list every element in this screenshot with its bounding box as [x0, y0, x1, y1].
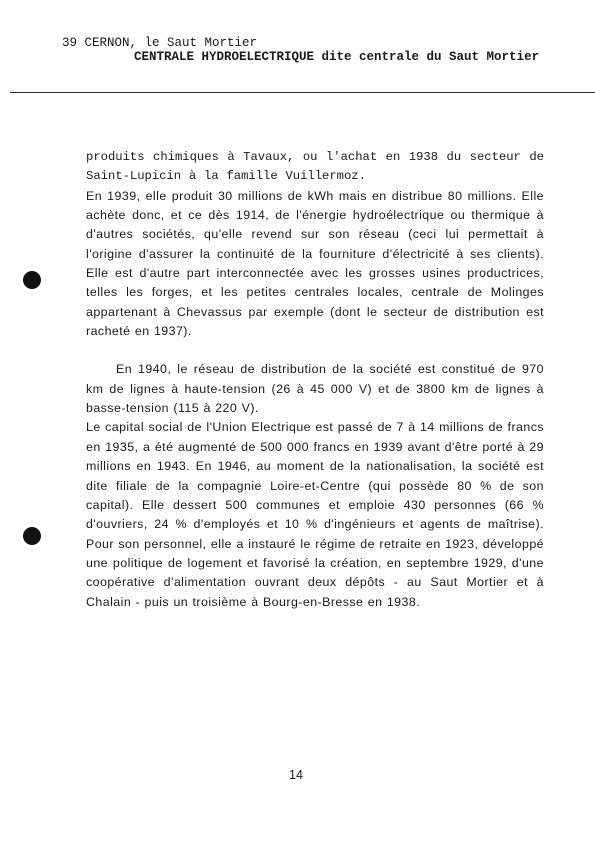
punch-hole-icon — [23, 271, 41, 289]
paragraph-production: En 1939, elle produit 30 millions de kWh mais en distribue 80 millions. Elle achète donc, et ce dès 1914, de l'énergie hydroélectrique ou thermique à d'autres sociétés, qu'elle revend sur son réseau (ceci lui permettait à l'origine d'assurer la continuité de la fourniture d'électricité à ses clients). Elle est d'autre part interconnectée avec les grosses usines productrices, telles les forges, et les petites centrales locales, centrale de Molinges appartenant à Chevassus par exemple (dont le secteur de distribution est racheté en 1937). — [86, 188, 544, 339]
paragraph-capital: Le capital social de l'Union Electrique est passé de 7 à 14 millions de francs en 1935, a été augmenté de 500 000 francs en 1939 avant d'être porté à 29 millions en 1943. En 1946, au moment de la nationalisation, la société est dite filiale de la compagnie Loire-et-Centre (qui possède 80 % de son capital). Elle dessert 500 communes et emploie 430 personnes (66 % d'ouvriers, 24 % d'employés et 10 % d'ingénieurs et agents de maîtrise). Pour son personnel, elle a instauré le régime de retraite en 1923, développé une politique de logement et favorisé la création, en septembre 1929, d'une coopérative d'alimentation ouvrant deux dépôts - au Saut Mortier et à Chalain - puis un troisième à Bourg-en-Bresse en 1938. — [86, 420, 544, 609]
header-divider — [10, 92, 595, 93]
body-text — [86, 148, 544, 612]
paragraph-network: En 1940, le réseau de distribution de la société est constitué de 970 km de lignes à haute-tension (26 à 45 000 V) et de 3800 km de lignes à basse-tension (115 à 220 V). — [86, 362, 544, 416]
document-title: CENTRALE HYDROELECTRIQUE dite centrale du Saut Mortier — [134, 50, 540, 64]
punch-hole-icon — [23, 527, 41, 545]
paragraph-continuation: produits chimiques à Tavaux, ou l'achat en 1938 du secteur de Saint-Lupicin à la famille Vuillermoz. — [86, 150, 544, 184]
document-reference: 39 CERNON, le Saut Mortier — [62, 36, 258, 50]
page-number: 14 — [289, 768, 303, 782]
